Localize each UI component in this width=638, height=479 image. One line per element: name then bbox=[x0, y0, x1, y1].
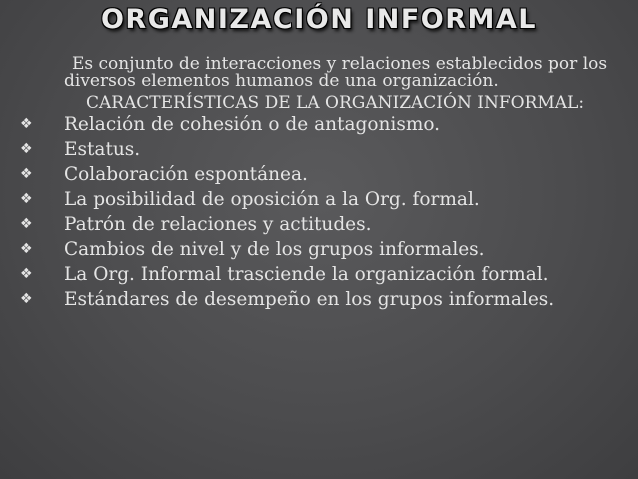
list-item-text: Estatus. bbox=[64, 139, 141, 160]
intro-paragraph bbox=[64, 56, 609, 90]
intro-text: Es conjunto de interacciones y relaciones establecidos por los diversos elementos humanos de una organización. bbox=[64, 54, 608, 91]
list-item bbox=[20, 239, 564, 260]
diamond-bullet-icon: ❖ bbox=[20, 166, 33, 182]
list-item-text: La Org. Informal trasciende la organización formal. bbox=[64, 264, 549, 285]
diamond-bullet-icon: ❖ bbox=[20, 116, 33, 132]
list-item bbox=[20, 114, 564, 135]
characteristics-list bbox=[20, 114, 620, 310]
diamond-bullet-icon: ❖ bbox=[20, 266, 33, 282]
diamond-bullet-icon: ❖ bbox=[20, 191, 33, 207]
diamond-bullet-icon: ❖ bbox=[20, 291, 33, 307]
characteristics-heading: CARACTERÍSTICAS DE LA ORGANIZACIÓN INFORMAL: bbox=[85, 93, 585, 113]
list-item-text: La posibilidad de oposición a la Org. formal. bbox=[64, 189, 480, 210]
list-item bbox=[20, 289, 559, 310]
list-item-text: Cambios de nivel y de los grupos informales. bbox=[64, 239, 485, 260]
diamond-bullet-icon: ❖ bbox=[20, 216, 33, 232]
list-item-text: Relación de cohesión o de antagonismo. bbox=[64, 114, 441, 135]
diamond-bullet-icon: ❖ bbox=[20, 141, 33, 157]
list-item bbox=[20, 214, 564, 235]
slide-title: ORGANIZACIÓN INFORMAL bbox=[100, 4, 538, 35]
list-item-text: Estándares de desempeño en los grupos informales. bbox=[64, 289, 555, 310]
diamond-bullet-icon: ❖ bbox=[20, 241, 33, 257]
list-item bbox=[20, 189, 564, 210]
list-item bbox=[20, 264, 559, 285]
list-item bbox=[20, 164, 564, 185]
list-item-text: Patrón de relaciones y actitudes. bbox=[64, 214, 372, 235]
slide-body bbox=[20, 56, 620, 314]
list-item bbox=[20, 139, 564, 160]
list-item-text: Colaboración espontánea. bbox=[64, 164, 308, 185]
